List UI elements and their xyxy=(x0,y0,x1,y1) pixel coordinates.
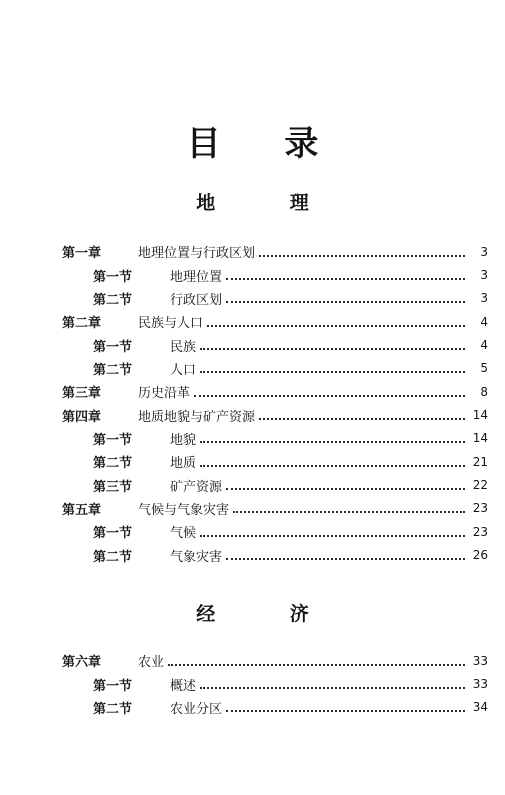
section-title: 气象灾害 xyxy=(170,546,225,565)
section-number: 第二节 xyxy=(93,362,133,378)
chapter-number: 第六章 xyxy=(62,655,102,671)
page-number: 4 xyxy=(480,314,488,329)
toc-entry[interactable] xyxy=(0,427,505,450)
page-number: 5 xyxy=(480,361,488,376)
page-number: 3 xyxy=(480,244,488,259)
section-number: 第一节 xyxy=(93,526,133,542)
chapter-number: 第二章 xyxy=(62,316,102,332)
chapter-number: 第三章 xyxy=(62,386,102,402)
page-number: 33 xyxy=(472,677,488,692)
chapter-title: 地质地貌与矿产资源 xyxy=(138,406,258,425)
toc-entry[interactable] xyxy=(0,473,505,496)
chapter-number: 第四章 xyxy=(62,409,102,425)
page-number: 22 xyxy=(472,478,488,493)
dot-leader xyxy=(226,710,465,712)
dot-leader xyxy=(168,664,465,666)
page-number: 21 xyxy=(472,454,488,469)
page-number: 3 xyxy=(480,268,488,283)
toc-entry[interactable] xyxy=(0,497,505,520)
page-number: 34 xyxy=(472,700,488,715)
chapter-number: 第一章 xyxy=(62,246,102,262)
section-title: 矿产资源 xyxy=(170,476,225,495)
chapter-title: 民族与人口 xyxy=(138,312,206,331)
toc-entry[interactable] xyxy=(0,310,505,333)
toc-entry[interactable] xyxy=(0,672,505,695)
section-title: 人口 xyxy=(170,359,199,378)
page-number: 3 xyxy=(480,291,488,306)
dot-leader xyxy=(233,511,465,513)
section-number: 第一节 xyxy=(93,339,133,355)
dot-leader xyxy=(226,488,465,490)
page-number: 23 xyxy=(472,524,488,539)
section-number: 第二节 xyxy=(93,456,133,472)
dot-leader xyxy=(226,278,465,280)
chapter-title: 地理位置与行政区划 xyxy=(138,242,258,261)
toc-entry[interactable] xyxy=(0,450,505,473)
toc-list-economy xyxy=(0,649,505,719)
toc-entry[interactable] xyxy=(0,263,505,286)
toc-entry[interactable] xyxy=(0,333,505,356)
toc-entry[interactable] xyxy=(0,357,505,380)
toc-entry[interactable] xyxy=(0,287,505,310)
dot-leader xyxy=(226,301,465,303)
toc-entry[interactable] xyxy=(0,240,505,263)
dot-leader xyxy=(194,395,465,397)
section-title: 气候 xyxy=(170,522,199,541)
chapter-number: 第五章 xyxy=(62,502,102,518)
page-number: 23 xyxy=(472,501,488,516)
dot-leader xyxy=(200,348,465,350)
chapter-title: 农业 xyxy=(138,651,167,670)
toc-entry[interactable] xyxy=(0,696,505,719)
dot-leader xyxy=(200,441,465,443)
section-number: 第二节 xyxy=(93,701,133,717)
section-title: 地质 xyxy=(170,452,199,471)
dot-leader xyxy=(200,371,465,373)
toc-entry[interactable] xyxy=(0,520,505,543)
section-number: 第一节 xyxy=(93,432,133,448)
page-number: 4 xyxy=(480,338,488,353)
dot-leader xyxy=(200,535,465,537)
section-title: 概述 xyxy=(170,675,199,694)
section-title: 农业分区 xyxy=(170,698,225,717)
toc-entry[interactable] xyxy=(0,380,505,403)
page-number: 14 xyxy=(472,431,488,446)
dot-leader xyxy=(259,418,465,420)
section-heading-economy: 经 济 xyxy=(196,603,343,625)
section-title: 地理位置 xyxy=(170,266,225,285)
section-number: 第一节 xyxy=(93,269,133,285)
section-number: 第二节 xyxy=(93,549,133,565)
toc-entry[interactable] xyxy=(0,649,505,672)
page-title: 目 录 xyxy=(186,124,345,164)
dot-leader xyxy=(200,465,465,467)
dot-leader xyxy=(207,325,465,327)
toc-entry[interactable] xyxy=(0,403,505,426)
section-title: 行政区划 xyxy=(170,289,225,308)
section-heading-geography: 地 理 xyxy=(196,192,343,214)
section-title: 地貌 xyxy=(170,429,199,448)
chapter-title: 气候与气象灾害 xyxy=(138,499,232,518)
section-number: 第二节 xyxy=(93,292,133,308)
page-number: 33 xyxy=(472,653,488,668)
toc-list-geography xyxy=(0,240,505,567)
section-title: 民族 xyxy=(170,336,199,355)
section-number: 第一节 xyxy=(93,678,133,694)
page-number: 26 xyxy=(472,548,488,563)
dot-leader xyxy=(200,687,465,689)
dot-leader xyxy=(259,255,465,257)
page-number: 14 xyxy=(472,408,488,423)
toc-entry[interactable] xyxy=(0,543,505,566)
dot-leader xyxy=(226,558,465,560)
chapter-title: 历史沿革 xyxy=(138,382,193,401)
page-number: 8 xyxy=(480,384,488,399)
section-number: 第三节 xyxy=(93,479,133,495)
